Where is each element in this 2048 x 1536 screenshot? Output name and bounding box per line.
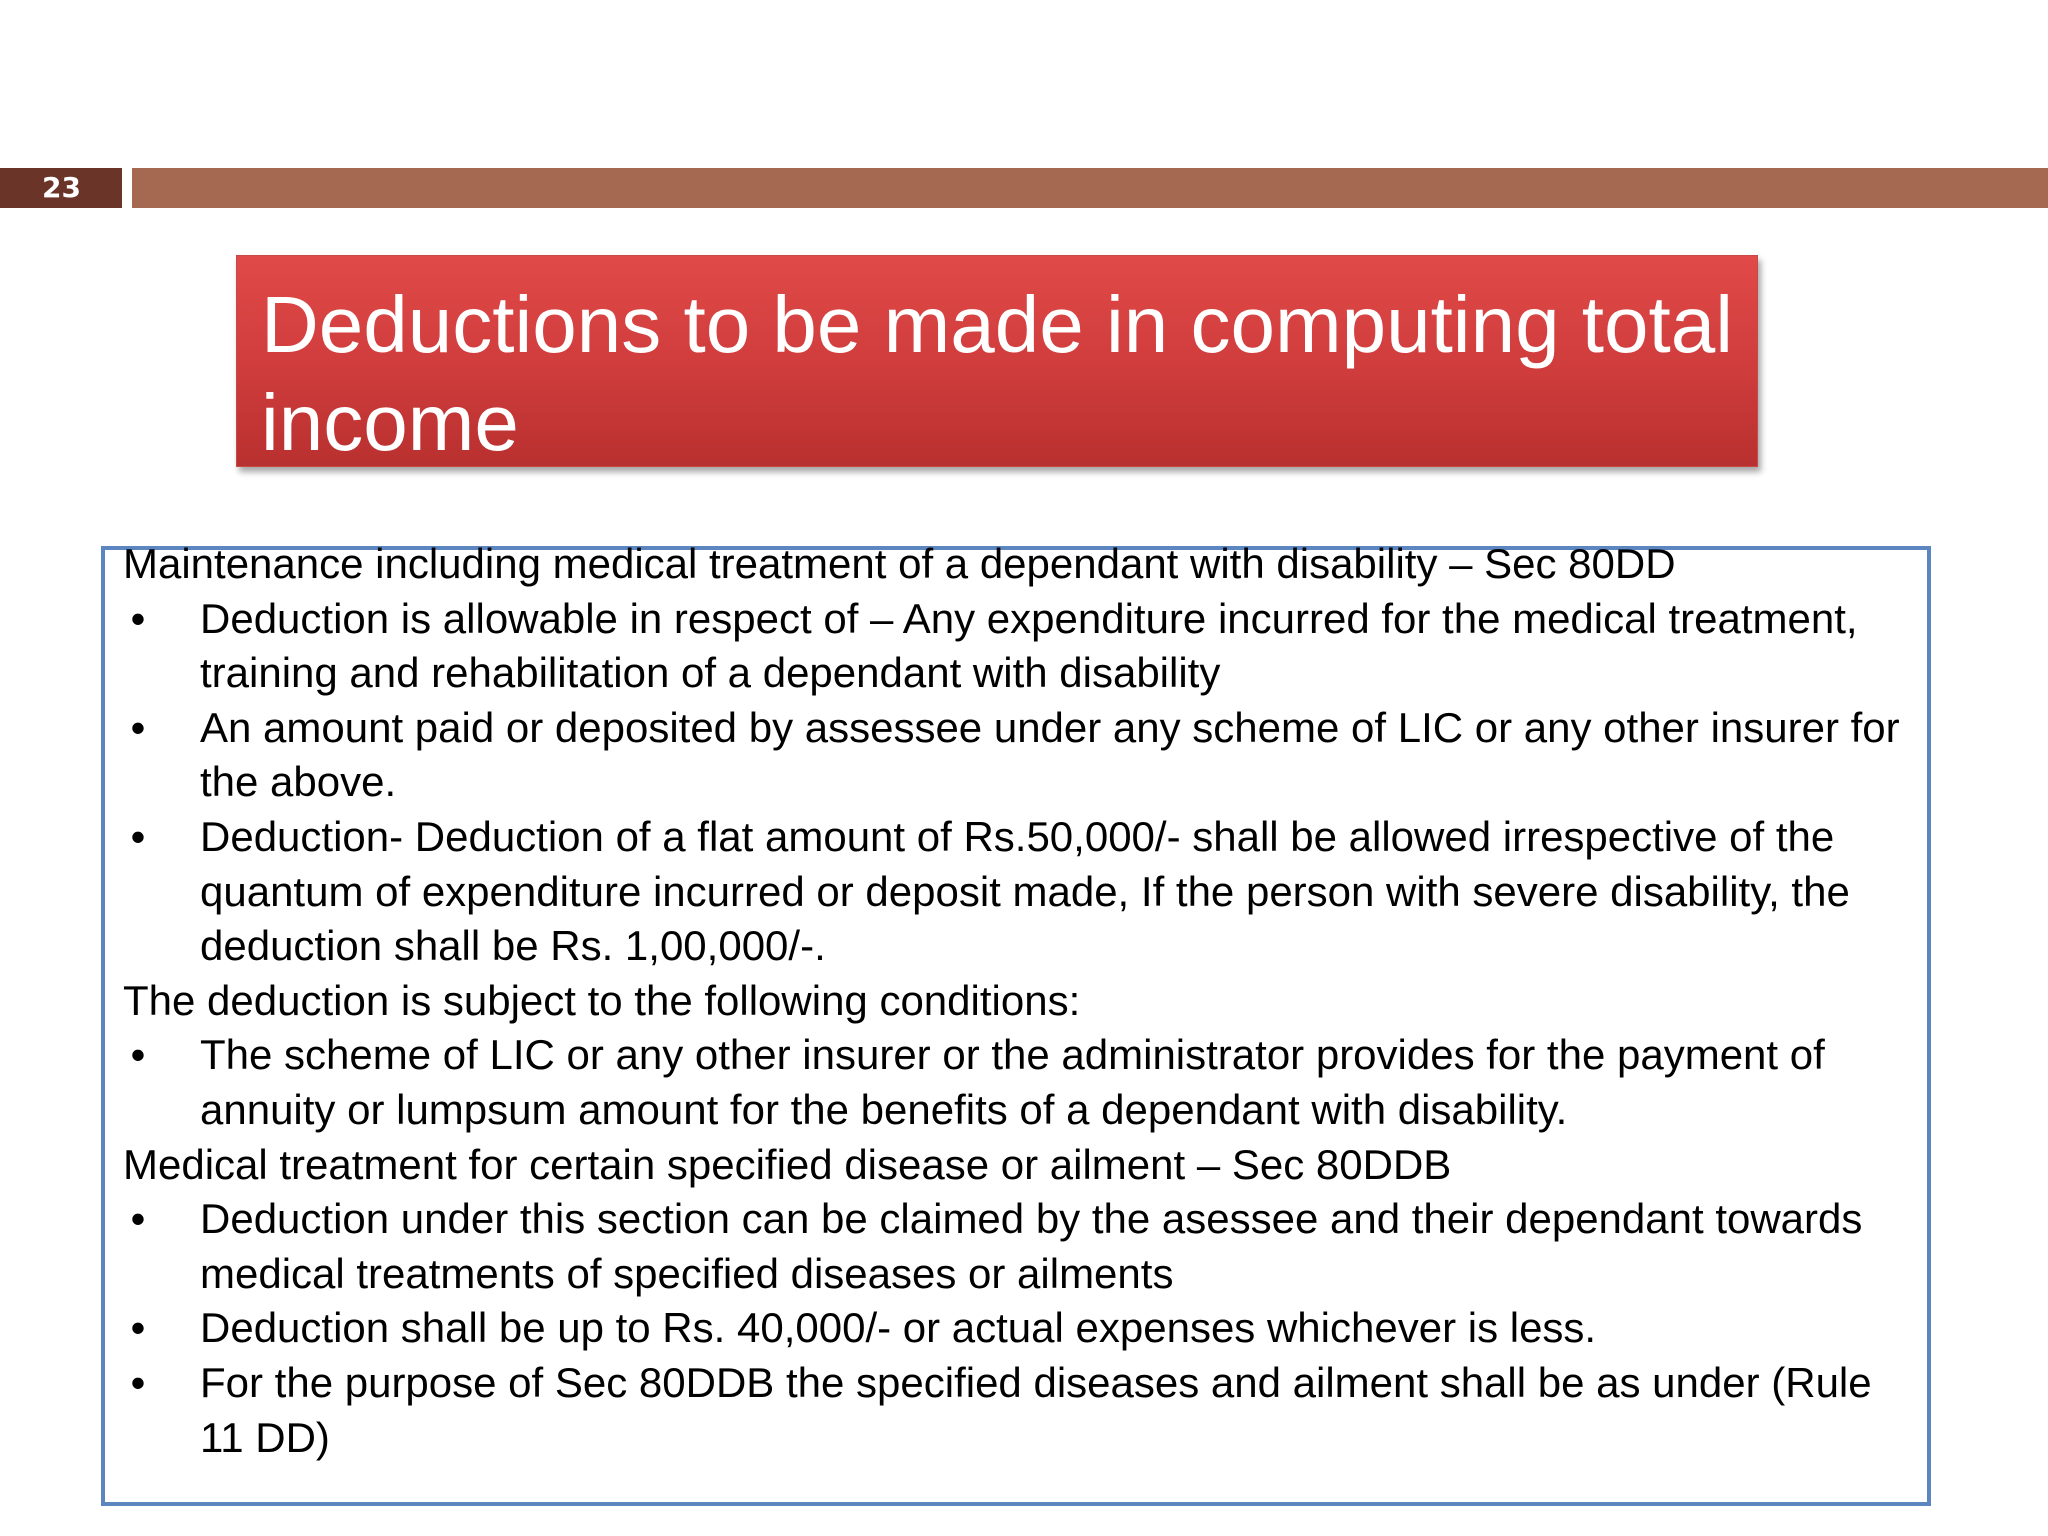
conditions-heading: The deduction is subject to the following conditions: xyxy=(123,976,1081,1024)
section-heading-80dd: Maintenance including medical treatment of a dependant with disability – Sec 80DD xyxy=(123,540,1676,587)
bullet-text: An amount paid or deposited by assessee under any scheme of LIC or any other insurer for the above. xyxy=(200,703,1900,806)
slide-content xyxy=(123,537,1923,1465)
bullet-icon: • xyxy=(130,812,146,860)
bullet-item xyxy=(123,1356,1923,1465)
bullet-icon: • xyxy=(130,1304,146,1352)
bullet-text: Deduction shall be up to Rs. 40,000/- or actual expenses whichever is less. xyxy=(200,1304,1597,1352)
section-heading-80ddb: Medical treatment for certain specified disease or ailment – Sec 80DDB xyxy=(123,1140,1452,1188)
slide-title: Deductions to be made in computing total income xyxy=(261,280,1733,467)
bullet-icon: • xyxy=(130,1195,146,1243)
slide-number: 23 xyxy=(0,168,122,208)
bullet-text: Deduction under this section can be claimed by the asessee and their dependant towards medical treatments of specified diseases or ailments xyxy=(200,1195,1863,1297)
bullet-item xyxy=(123,1192,1923,1301)
bullet-item xyxy=(123,1301,1923,1356)
bullet-icon: • xyxy=(130,594,146,642)
bullet-item xyxy=(123,1028,1923,1137)
bullet-text: The scheme of LIC or any other insurer or the administrator provides for the payment of annuity or lumpsum amount for the benefits of a dependant with disability. xyxy=(200,1031,1825,1133)
header-bar xyxy=(132,168,2048,208)
bullet-icon: • xyxy=(130,1031,146,1079)
bullet-item xyxy=(123,810,1923,974)
title-box xyxy=(236,255,1758,467)
bullet-icon: • xyxy=(130,1358,146,1406)
bullet-text: For the purpose of Sec 80DDB the specified diseases and ailment shall be as under (Rule 11 DD) xyxy=(200,1358,1872,1461)
bullet-text: Deduction is allowable in respect of – Any expenditure incurred for the medical treatment, training and rehabilitation of a dependant with disability xyxy=(200,594,1858,697)
bullet-icon: • xyxy=(130,703,146,751)
bullet-text: Deduction- Deduction of a flat amount of Rs.50,000/- shall be allowed irrespective of the quantum of expenditure incurred or deposit made, If the person with severe disability, the deduction shall be Rs. 1,00,000/-. xyxy=(200,812,1850,970)
bullet-item xyxy=(123,592,1923,701)
bullet-item xyxy=(123,701,1923,810)
